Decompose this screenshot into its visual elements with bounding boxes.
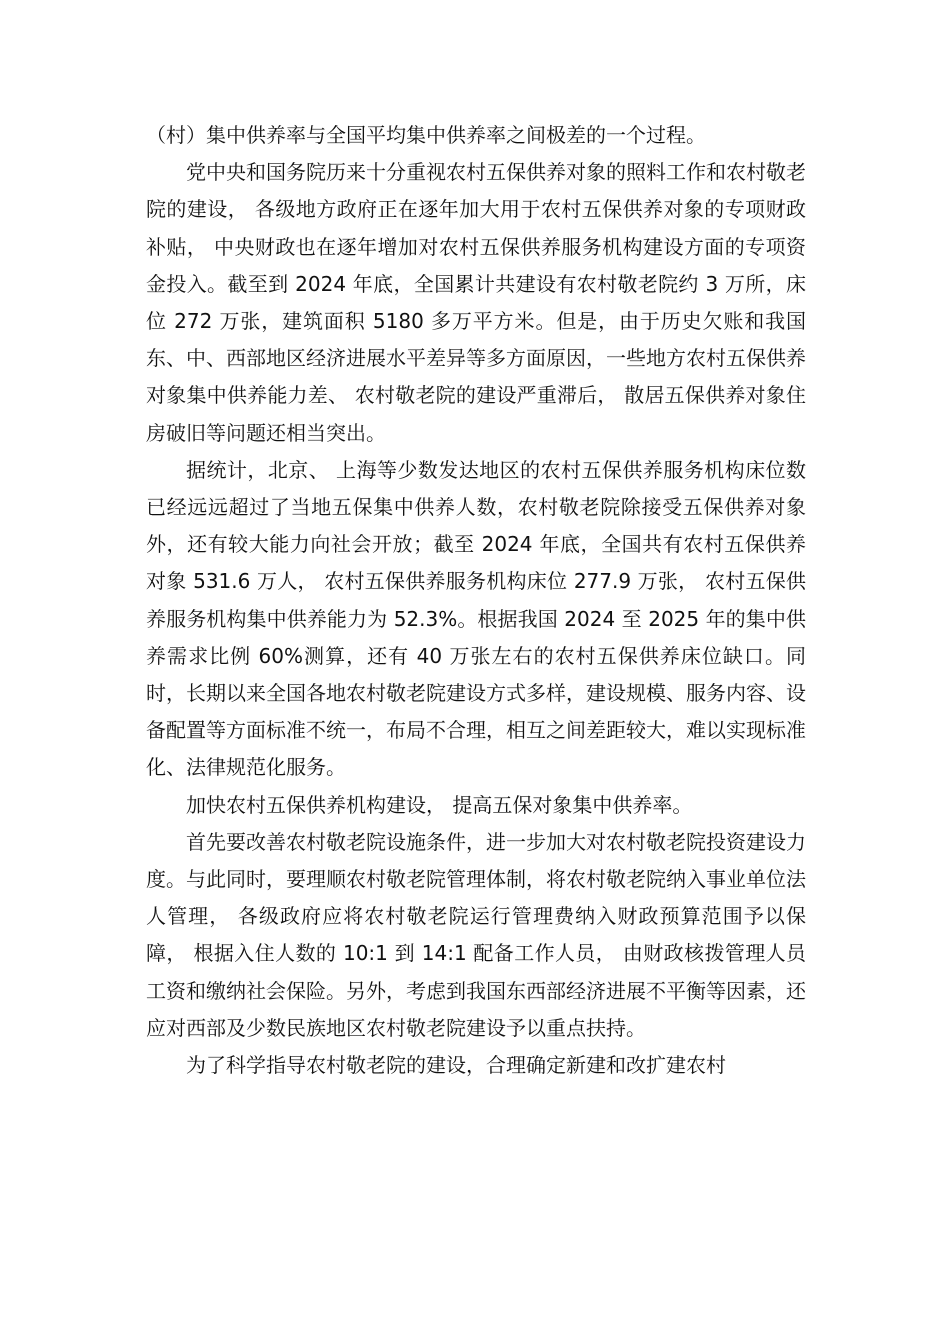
paragraph-5: 首先要改善农村敬老院设施条件，进一步加大对农村敬老院投资建设力度。与此同时，要理顺农村敬老院管理体制，将农村敬老院纳入事业单位法人管理， 各级政府应将农村敬老院运行管理费纳入财政预算范围予以保障， 根据入住人数的 10:1 到 14:1 配备工作人员， 由财政核拨管理人员工资和缴纳社会保险。另外，考虑到我国东西部经济进展不平衡等因素，还应对西部及少数民族地区农村敬老院建设予以重点扶持。 <box>146 829 806 1040</box>
paragraph-3: 据统计，北京、 上海等少数发达地区的农村五保供养服务机构床位数已经远远超过了当地五保集中供养人数，农村敬老院除接受五保供养对象外，还有较大能力向社会开放；截至 2024 年底，全国共有农村五保供养对象 531.6 万人， 农村五保供养服务机构床位 277.9 万张， 农村五保供养服务机构集中供养能力为 52.3%。根据我国 2024 至 2025 年的集中供养需求比例 60%测算，还有 40 万张左右的农村五保供养床位缺口。同时，长期以来全国各地农村敬老院建设方式多样，建设规模、服务内容、设备配置等方面标准不统一，布局不合理，相互之间差距较大，难以实现标准化、法律规范化服务。 <box>146 457 806 780</box>
paragraph-6: 为了科学指导农村敬老院的建设，合理确定新建和改扩建农村 <box>186 1053 726 1078</box>
paragraph-1: （村）集中供养率与全国平均集中供养率之间极差的一个过程。 <box>146 123 706 147</box>
paragraph-2: 党中央和国务院历来十分重视农村五保供养对象的照料工作和农村敬老院的建设， 各级地方政府正在逐年加大用于农村五保供养对象的专项财政补贴， 中央财政也在逐年增加对农村五保供养服务机构建设方面的专项资金投入。截至到 2024 年底，全国累计共建设有农村敬老院约 3 万所，床位 272 万张，建筑面积 5180 多万平方米。但是，由于历史欠账和我国东、中、西部地区经济进展水平差异等多方面原因，一些地方农村五保供养对象集中供养能力差、 农村敬老院的建设严重滞后， 散居五保供养对象住房破旧等问题还相当突出。 <box>146 160 806 445</box>
paragraph-4: 加快农村五保供养机构建设， 提高五保对象集中供养率。 <box>186 792 693 817</box>
document-body <box>146 117 806 1084</box>
